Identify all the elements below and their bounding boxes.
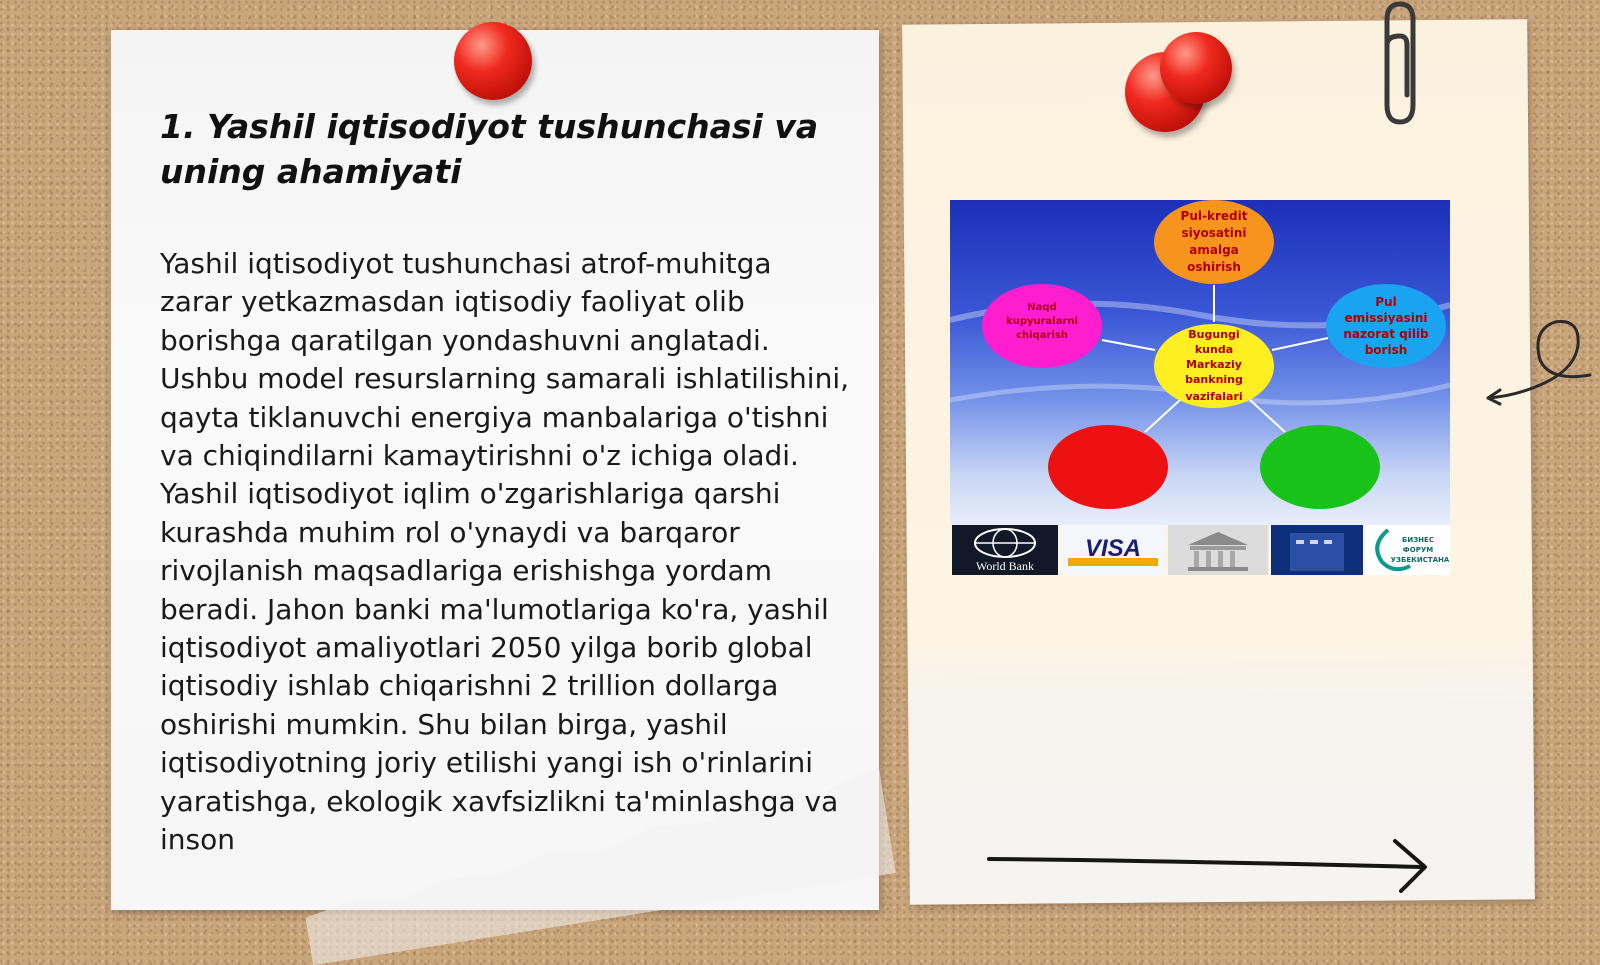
center-node-line-1: Bugungi	[1188, 328, 1240, 341]
left-node-line-3: chiqarish	[1016, 330, 1068, 341]
top-node-line-2: siyosatini	[1181, 226, 1247, 240]
red-pushpin-left	[454, 22, 532, 100]
business-forum-text-2: ФОРУМ	[1402, 546, 1434, 554]
right-arrow-doodle-icon	[985, 835, 1445, 895]
left-node-line-1: Naqd	[1027, 302, 1057, 313]
red-pushpin-right	[1160, 32, 1232, 104]
node-bottom-right-green	[1260, 425, 1380, 509]
center-node-line-5: vazifalari	[1185, 390, 1243, 403]
node-bottom-left-red	[1048, 425, 1168, 509]
business-forum-text-1: БИЗНЕС	[1402, 536, 1434, 544]
bank-tower-icon	[1290, 533, 1344, 571]
right-node-line-3: nazorat qilib	[1343, 327, 1429, 341]
left-node-line-2: kupyuralarni	[1006, 316, 1078, 327]
slide-body-text: Yashil iqtisodiyot tushunchasi atrof-muhitga zarar yetkazmasdan iqtisodiy faoliyat olib borishga qaratilgan yondashuvni anglatadi. Ushbu model resurslarning samarali ishlatilishini, qayta tiklanuvchi energiya manbalariga o'tishni va chiqindilarni kamaytirishni o'z ichiga oladi. Yashil iqtisodiyot iqlim o'zgarishlariga qarshi kurashda muhim rol o'ynaydi va barqaror rivojlanish maqsadlariga erishishga yordam beradi. Jahon banki ma'lumotlariga ko'ra, yashil iqtisodiyot amaliyotlari 2050 yilga borib global iqtisodiy ishlab chiqarishni 2 trillion dollarga oshirishi mumkin. Shu bilan birga, yashil iqtisodiyotning joriy etilishi yangi ish o'rinlarini yaratishga, ekologik xavfsizlikni ta'minlashga va inson	[160, 247, 850, 857]
top-node-line-4: oshirish	[1187, 260, 1241, 274]
center-node-line-4: bankning	[1185, 373, 1243, 386]
paperclip-icon	[1375, 0, 1425, 130]
top-node-line-3: amalga	[1189, 243, 1239, 257]
central-bank-functions-diagram	[950, 200, 1450, 575]
business-forum-text-3: УЗБЕКИСТАНА	[1390, 556, 1450, 564]
world-bank-logo-text: World Bank	[975, 559, 1035, 573]
slide-title: 1. Yashil iqtisodiyot tushunchasi va uning ahamiyati	[160, 107, 819, 191]
right-node-line-4: borish	[1364, 343, 1408, 357]
center-node-line-2: kunda	[1194, 343, 1234, 356]
right-node-line-2: emissiyasini	[1344, 311, 1428, 325]
curl-arrow-doodle-icon	[1480, 310, 1600, 410]
top-node-line-1: Pul-kredit	[1180, 209, 1248, 223]
right-node-line-1: Pul	[1375, 295, 1397, 309]
logo-strip	[952, 525, 1450, 575]
visa-logo-text: VISA	[1084, 535, 1142, 562]
center-node-line-3: Markaziy	[1186, 358, 1242, 371]
